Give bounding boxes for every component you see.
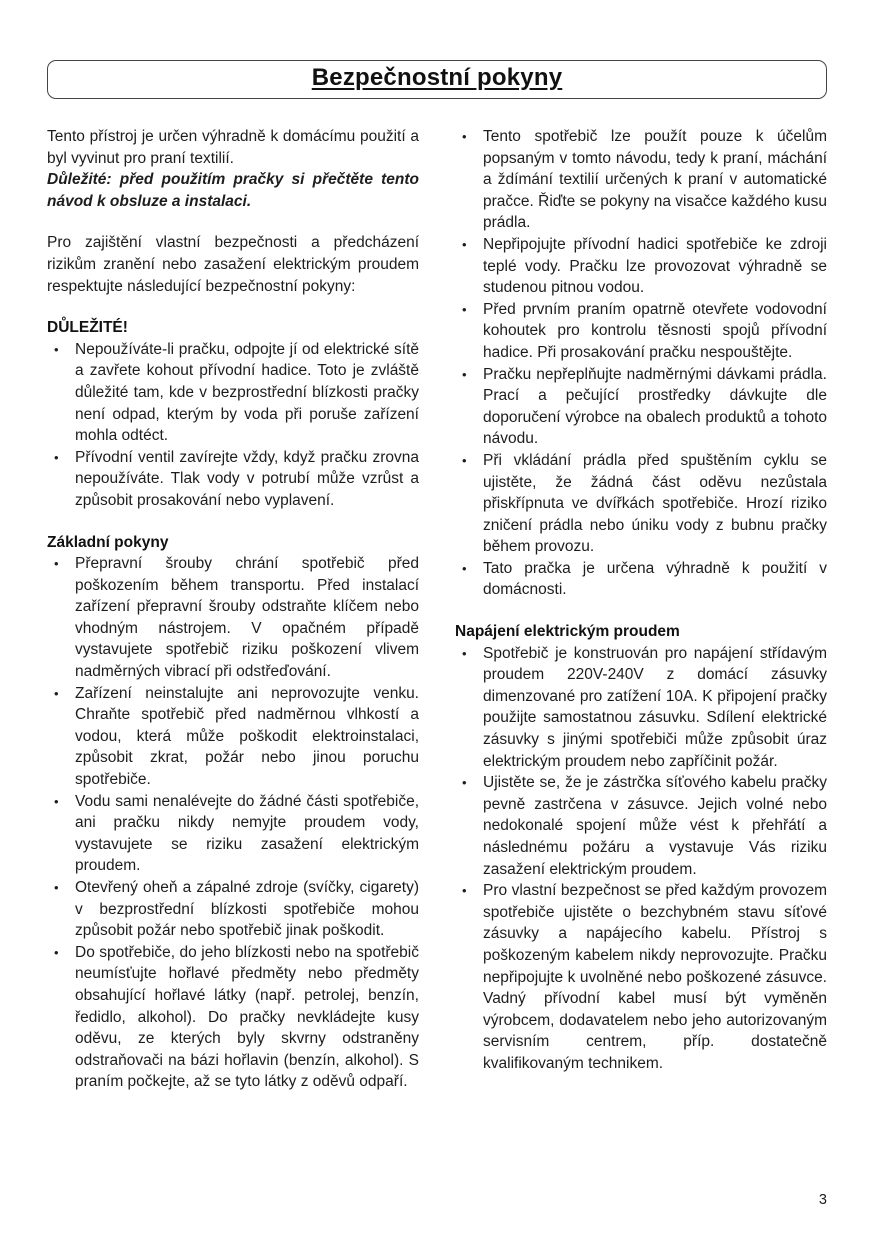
bullet-item	[47, 553, 419, 683]
bullet-text: Vodu sami nenalévejte do žádné části spotřebiče, ani pračku nikdy nemyjte proudem vody, vystavujete se riziku zasažení elektrickým proudem.	[75, 792, 419, 875]
bullet-item	[455, 558, 827, 601]
bullet-text: Tento spotřebič lze použít pouze k účelům popsaným v tomto návodu, tedy k praní, máchání a ždímání textilií určených k praní v automatické pračce. Řiďte se pokyny na visačce každého kusu prádla.	[483, 128, 827, 232]
bullet-item	[455, 450, 827, 558]
title-box	[47, 60, 827, 99]
bullet-item	[455, 299, 827, 364]
bullet-marker: •	[462, 452, 467, 468]
bullet-text: Pračku nepřeplňujte nadměrnými dávkami prádla. Prací a pečující prostředky dávkujte dle doporučení výrobce na obalech produktů a tohoto návodu.	[483, 365, 827, 448]
bullet-item	[47, 877, 419, 942]
bullet-marker: •	[54, 944, 59, 960]
bullet-text: Přepravní šrouby chrání spotřebič před poškozením během transportu. Před instalací zařízení přepravní šrouby odstraňte klíčem nebo vhodným nástrojem. V opačném případě vystavujete spotřebič riziku poškození vlivem nadměrných vibrací při odstřeďování.	[75, 555, 419, 681]
bullet-marker: •	[54, 449, 59, 465]
bullet-item	[455, 643, 827, 773]
bullet-item	[47, 339, 419, 447]
bullet-item	[47, 447, 419, 512]
text-columns	[47, 126, 827, 1093]
bullet-text: Před prvním praním opatrně otevřete vodovodní kohoutek pro kontrolu těsnosti spojů přívodní hadice. Při prosakování pračku nespouštějte.	[483, 300, 827, 361]
bullet-marker: •	[462, 236, 467, 252]
page-title: Bezpečnostní pokyny	[311, 64, 563, 91]
bullet-marker: •	[54, 556, 59, 572]
bullet-text: Ujistěte se, že je zástrčka síťového kabelu pračky pevně zastrčena v zásuvce. Jejich volné nebo nedokonalé spojení může vést k přehřátí a následnému požáru a vystavuje Vás riziku zasažení elektrickým proudem.	[483, 774, 827, 878]
section-heading: Napájení elektrickým proudem	[455, 623, 680, 641]
bullet-text: Do spotřebiče, do jeho blízkosti nebo na spotřebič neumísťujte hořlavé předměty nebo předměty obsahující hořlavé látky (např. petrolej, benzín, ředidlo, alkohol). Do pračky nevkládejte kusy oděvu, ze kterých byly skvrny odstraněny odstraňovači na bázi hořlavin (benzín, alkohol). S praním počkejte, až se tyto látky z oděvů odpaří.	[75, 943, 419, 1091]
bullet-marker: •	[54, 685, 59, 701]
bullet-marker: •	[462, 883, 467, 899]
bullet-item	[47, 942, 419, 1093]
bullet-item	[47, 791, 419, 877]
section-heading: Základní pokyny	[47, 533, 169, 551]
bullet-text: Spotřebič je konstruován pro napájení střídavým proudem 220V-240V z domácí zásuvky dimenzované pro zatížení 10A. K připojení pračky použijte samostatnou zásuvku. Sdílení elektrické zásuvky s jinými spotřebiči může způsobit úraz elektrickým proudem nebo zapříčinit požár.	[483, 644, 827, 770]
bullet-marker: •	[462, 129, 467, 144]
bullet-text: Nepoužíváte-li pračku, odpojte jí od elektrické sítě a zavřete kohout přívodní hadice. Toto je zvláště důležité tam, kde v bezprostřední blízkosti pračky není odpad, kterým by voda při poruše zařízení mohla odtéct.	[75, 340, 419, 445]
bullet-item	[455, 126, 827, 234]
bullet-item	[455, 364, 827, 450]
bullet-marker: •	[54, 341, 59, 357]
bullet-text: Při vkládání prádla před spuštěním cyklu se ujistěte, že žádná část oděvu nezůstala přiskřípnuta ve dvířkách spotřebiče. Hrozí riziko zničení prádla nebo úniku vody z bubnu pračky během provozu.	[483, 451, 827, 556]
bullet-marker: •	[462, 775, 467, 791]
right-column	[455, 126, 827, 1093]
bullet-item	[455, 772, 827, 880]
bullet-marker: •	[462, 645, 467, 661]
bullet-marker: •	[54, 793, 59, 809]
left-column	[47, 126, 419, 1093]
bullet-text: Tato pračka je určena výhradně k použití v domácnosti.	[483, 559, 827, 599]
bullet-marker: •	[462, 366, 467, 382]
bullet-text: Zařízení neinstalujte ani neprovozujte venku. Chraňte spotřebič před nadměrnou vlhkostí a vodou, která může poškodit elektroinstalaci, způsobit zkrat, požár nebo jinou poruchu spotřebiče.	[75, 684, 419, 789]
bullet-marker: •	[462, 560, 467, 576]
page-number: 3	[818, 1192, 827, 1208]
section-heading: DŮLEŽITÉ!	[47, 319, 128, 337]
bullet-marker: •	[462, 301, 467, 317]
bullet-item	[47, 683, 419, 791]
bullet-item	[455, 234, 827, 299]
bullet-text: Přívodní ventil zavírejte vždy, když pračku zrovna nepoužíváte. Tlak vody v potrubí může vzrůst a způsobit prosakování nebo vyplavení.	[75, 448, 419, 509]
paragraph: Tento přístroj je určen výhradně k domácímu použití a byl vyvinut pro praní textilií.	[47, 128, 419, 167]
paragraph: Pro zajištění vlastní bezpečnosti a předcházení rizikům zranění nebo zasažení elektrickým proudem respektujte následující bezpečnostní pokyny:	[47, 234, 419, 295]
paragraph: Důležité: před použitím pračky si přečtěte tento návod k obsluze a instalaci.	[47, 171, 419, 210]
bullet-text: Otevřený oheň a zápalné zdroje (svíčky, cigarety) v bezprostřední blízkosti spotřebiče mohou způsobit požár nebo spotřebič jinak poškodit.	[75, 879, 419, 940]
bullet-text: Pro vlastní bezpečnost se před každým provozem spotřebiče ujistěte o bezchybném stavu síťové zásuvky a napájecího kabelu. Přístroj s poškozeným kabelem nikdy neprovozujte. Pračku nepřipojujte k uvolněné nebo poškozené zásuvce. Vadný přívodní kabel musí být vyměněn výrobcem, dodavatelem nebo jeho autorizovaným servisním centrem, příp. dostatečně kvalifikovaným technikem.	[483, 882, 827, 1072]
bullet-item	[455, 880, 827, 1074]
bullet-text: Nepřipojujte přívodní hadici spotřebiče ke zdroji teplé vody. Pračku lze provozovat výhradně se studenou pitnou vodou.	[483, 235, 827, 297]
bullet-marker: •	[54, 880, 59, 895]
